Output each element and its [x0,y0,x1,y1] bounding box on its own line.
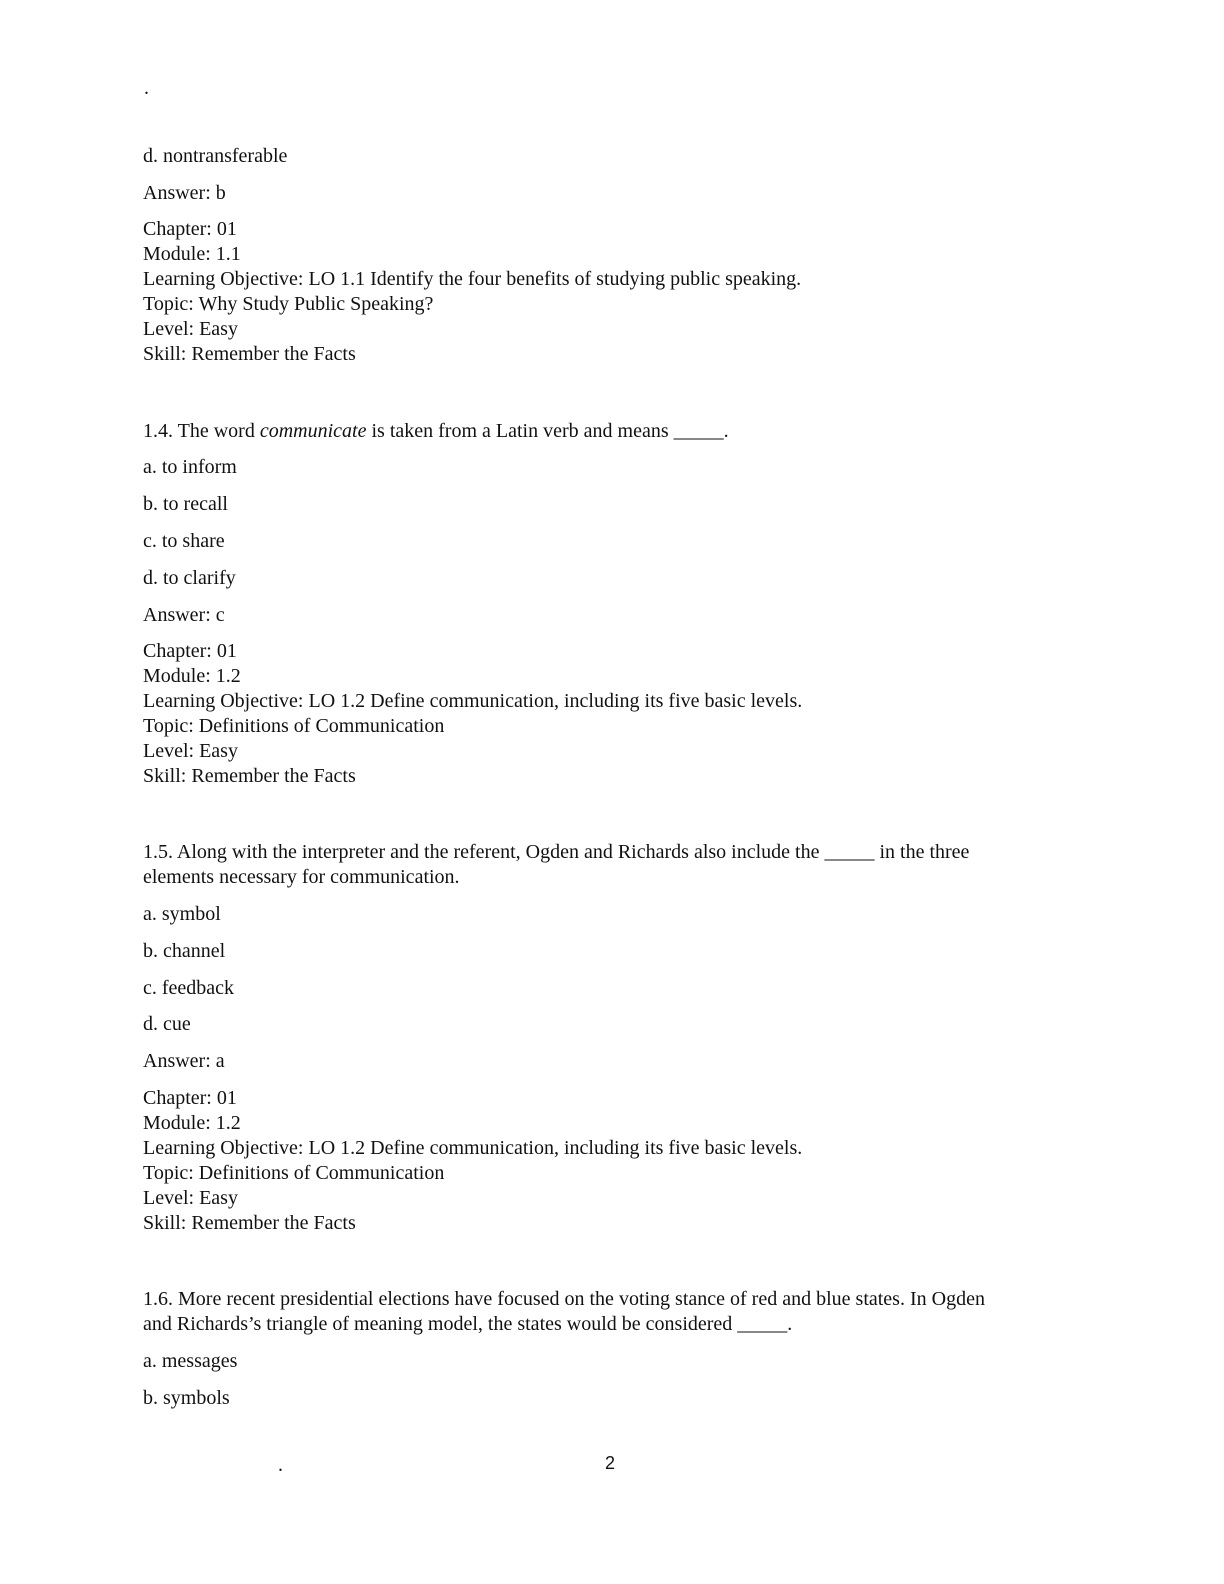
option-a: a. messages [143,1350,238,1372]
meta-skill: Skill: Remember the Facts [143,765,356,787]
meta-objective: Learning Objective: LO 1.2 Define communication, including its five basic levels. [143,1137,803,1159]
option-b: b. channel [143,940,226,962]
option-b: b. to recall [143,493,228,515]
option-a: a. to inform [143,456,237,478]
question-1-6-line1: 1.6. More recent presidential elections have focused on the voting stance of red and blue states. In Ogden [143,1288,985,1310]
question-1-4 [143,419,729,444]
question-1-5-line2: elements necessary for communication. [143,866,460,888]
question-emphasis: communicate [259,420,367,442]
question-text: 1.4. The word [143,420,260,442]
question-1-5-line1: 1.5. Along with the interpreter and the referent, Ogden and Richards also include the _____ in the three [143,841,970,863]
meta-module: Module: 1.1 [143,243,241,265]
answer-line: Answer: b [143,182,226,204]
meta-module: Module: 1.2 [143,1112,241,1134]
meta-level: Level: Easy [143,1187,238,1209]
question-1-6-line2: and Richards’s triangle of meaning model, the states would be considered _____. [143,1313,793,1335]
answer-line: Answer: c [143,604,225,626]
answer-line: Answer: a [143,1050,225,1072]
meta-chapter: Chapter: 01 [143,640,237,662]
meta-module: Module: 1.2 [143,665,241,687]
meta-level: Level: Easy [143,740,238,762]
meta-chapter: Chapter: 01 [143,1087,237,1109]
meta-topic: Topic: Definitions of Communication [143,715,445,737]
meta-skill: Skill: Remember the Facts [143,1212,356,1234]
meta-topic: Topic: Why Study Public Speaking? [143,293,434,315]
meta-level: Level: Easy [143,318,238,340]
page-number: 2 [605,1453,616,1473]
option-d: d. cue [143,1013,191,1035]
question-text: is taken from a Latin verb and means _____. [366,420,729,442]
option-c: c. to share [143,530,225,552]
meta-objective: Learning Objective: LO 1.2 Define communication, including its five basic levels. [143,690,803,712]
footer-mark: . [278,1454,283,1476]
meta-chapter: Chapter: 01 [143,218,237,240]
meta-objective: Learning Objective: LO 1.1 Identify the four benefits of studying public speaking. [143,268,802,290]
option-b: b. symbols [143,1387,230,1409]
meta-skill: Skill: Remember the Facts [143,343,356,365]
option-c: c. feedback [143,977,235,999]
option-d: d. nontransferable [143,145,288,167]
meta-topic: Topic: Definitions of Communication [143,1162,445,1184]
option-a: a. symbol [143,903,221,925]
option-d: d. to clarify [143,567,236,589]
header-mark: . [144,77,149,99]
